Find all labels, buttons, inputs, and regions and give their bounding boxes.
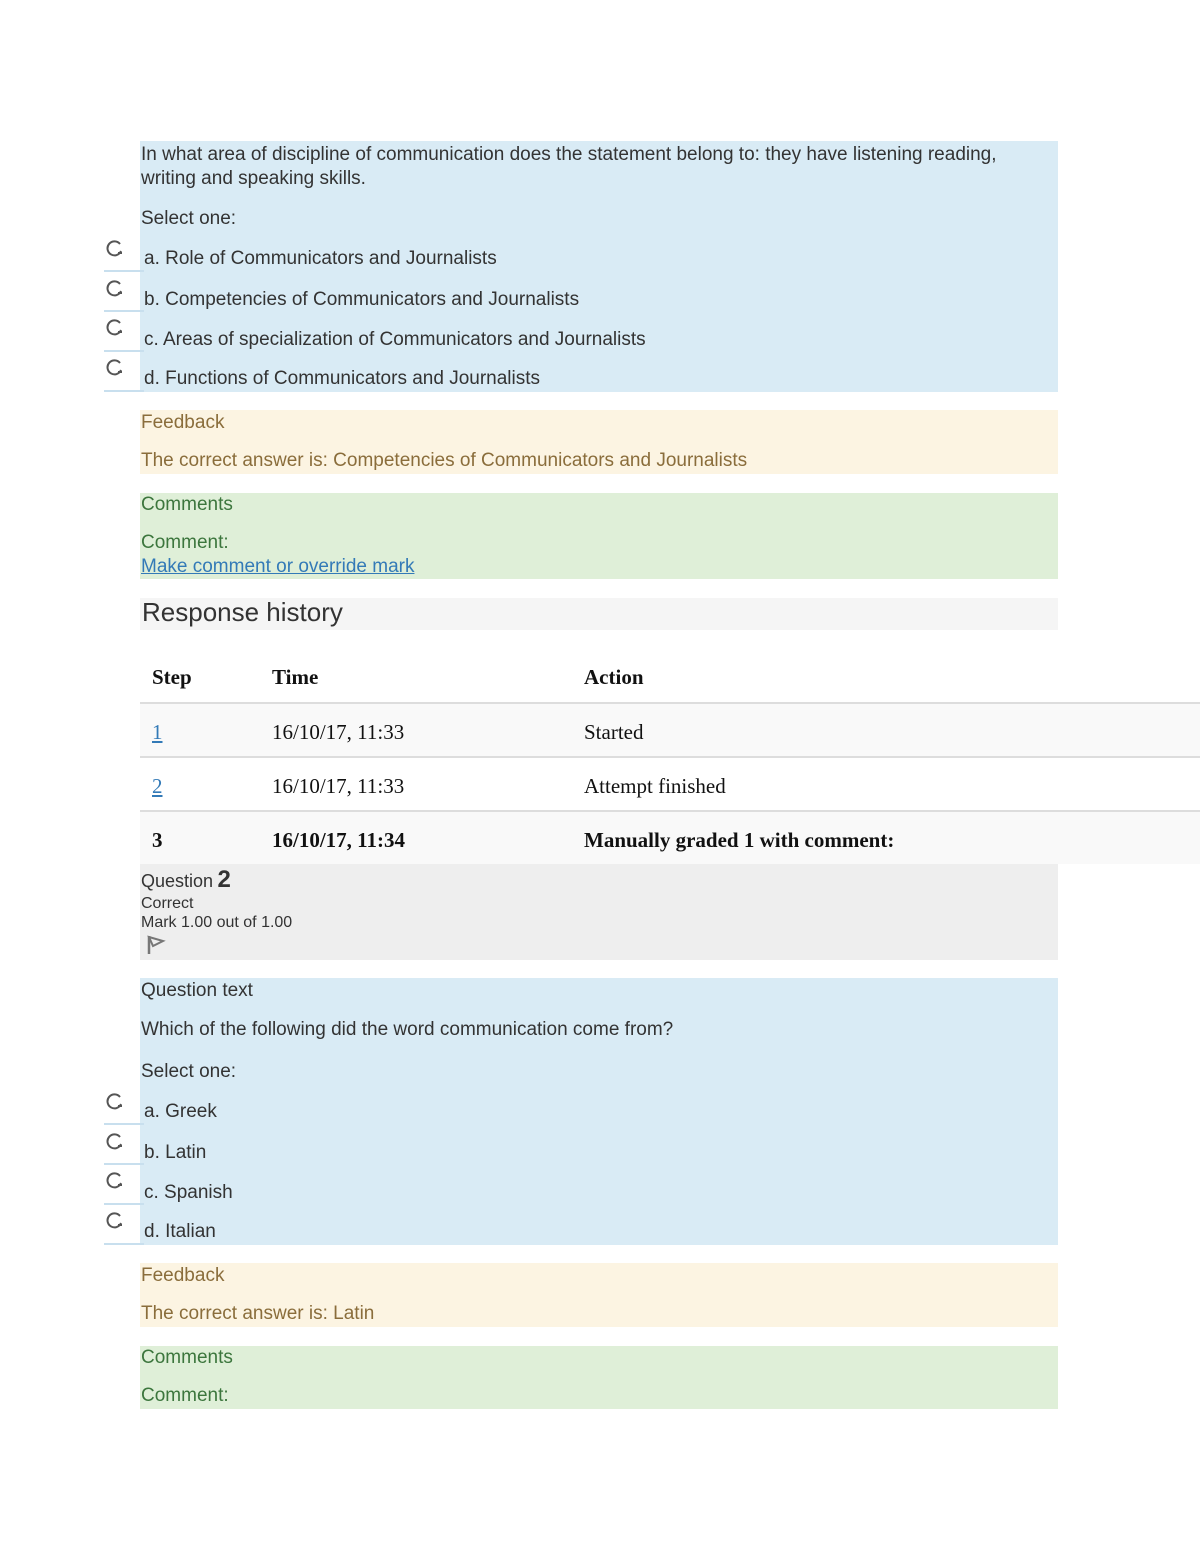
- radio-button-icon[interactable]: [106, 1211, 124, 1229]
- option-label[interactable]: a. Greek: [144, 1101, 217, 1122]
- question2-heading: [141, 866, 231, 894]
- step-link-1[interactable]: 1: [152, 720, 163, 744]
- comment-label: Comment:: [141, 532, 229, 553]
- correct-answer: The correct answer is: Competencies of Communicators and Journalists: [141, 450, 748, 471]
- comment-label: Comment:: [141, 1385, 229, 1406]
- option-underline: [104, 1203, 144, 1205]
- feedback-heading: Feedback: [141, 412, 225, 433]
- question1-select-one: Select one:: [141, 208, 237, 229]
- row-divider: [140, 756, 1200, 758]
- response-history-title: Response history: [142, 597, 343, 627]
- option-underline: [104, 1163, 144, 1165]
- question-label: Question: [141, 871, 214, 891]
- radio-button-icon[interactable]: [106, 1171, 124, 1189]
- option-underline: [104, 310, 144, 312]
- option-underline: [104, 350, 144, 352]
- option-label[interactable]: d. Functions of Communicators and Journalists: [144, 368, 541, 389]
- radio-button-icon[interactable]: [106, 1132, 124, 1150]
- row-action: Started: [584, 720, 644, 744]
- question2-text: Which of the following did the word communication come from?: [141, 1019, 674, 1040]
- row-time: 16/10/17, 11:33: [272, 720, 405, 744]
- step-link-2[interactable]: 2: [152, 774, 163, 798]
- correct-answer: The correct answer is: Latin: [141, 1303, 375, 1324]
- option-label[interactable]: c. Areas of specialization of Communicators and Journalists: [144, 329, 646, 350]
- question1-text: In what area of discipline of communication does the statement belong to: they have listening reading, writing and speaking skills.: [141, 144, 997, 189]
- column-header-time: Time: [272, 665, 319, 689]
- column-header-step: Step: [152, 665, 192, 689]
- option-underline: [104, 270, 144, 272]
- feedback-heading: Feedback: [141, 1265, 225, 1286]
- option-label[interactable]: c. Spanish: [144, 1182, 233, 1203]
- row-action: Attempt finished: [584, 774, 726, 798]
- radio-button-icon[interactable]: [106, 279, 124, 297]
- radio-button-icon[interactable]: [106, 239, 124, 257]
- radio-button-icon[interactable]: [106, 318, 124, 336]
- option-underline: [104, 390, 144, 392]
- question-text-heading: Question text: [141, 980, 253, 1001]
- column-header-action: Action: [584, 665, 644, 689]
- question-number: 2: [217, 866, 231, 893]
- question2-select-one: Select one:: [141, 1061, 237, 1082]
- row-time: 16/10/17, 11:33: [272, 774, 405, 798]
- question2-mark: Mark 1.00 out of 1.00: [141, 914, 293, 931]
- option-label[interactable]: d. Italian: [144, 1221, 216, 1242]
- row-step: 3: [152, 828, 163, 852]
- option-label[interactable]: b. Latin: [144, 1142, 207, 1163]
- option-label[interactable]: a. Role of Communicators and Journalists: [144, 248, 497, 269]
- comments-heading: Comments: [141, 494, 233, 515]
- option-underline: [104, 1243, 144, 1245]
- row-time: 16/10/17, 11:34: [272, 828, 406, 852]
- option-underline: [104, 1123, 144, 1125]
- comments-heading: Comments: [141, 1347, 233, 1368]
- question2-info: [140, 864, 1058, 960]
- radio-button-icon[interactable]: [106, 358, 124, 376]
- flag-icon[interactable]: [145, 934, 167, 961]
- question2-state: Correct: [141, 895, 194, 912]
- radio-button-icon[interactable]: [106, 1092, 124, 1110]
- make-comment-link[interactable]: Make comment or override mark: [141, 556, 415, 577]
- option-label[interactable]: b. Competencies of Communicators and Journalists: [144, 289, 580, 310]
- question2-comments: [140, 1346, 1058, 1409]
- row-action: Manually graded 1 with comment:: [584, 828, 895, 852]
